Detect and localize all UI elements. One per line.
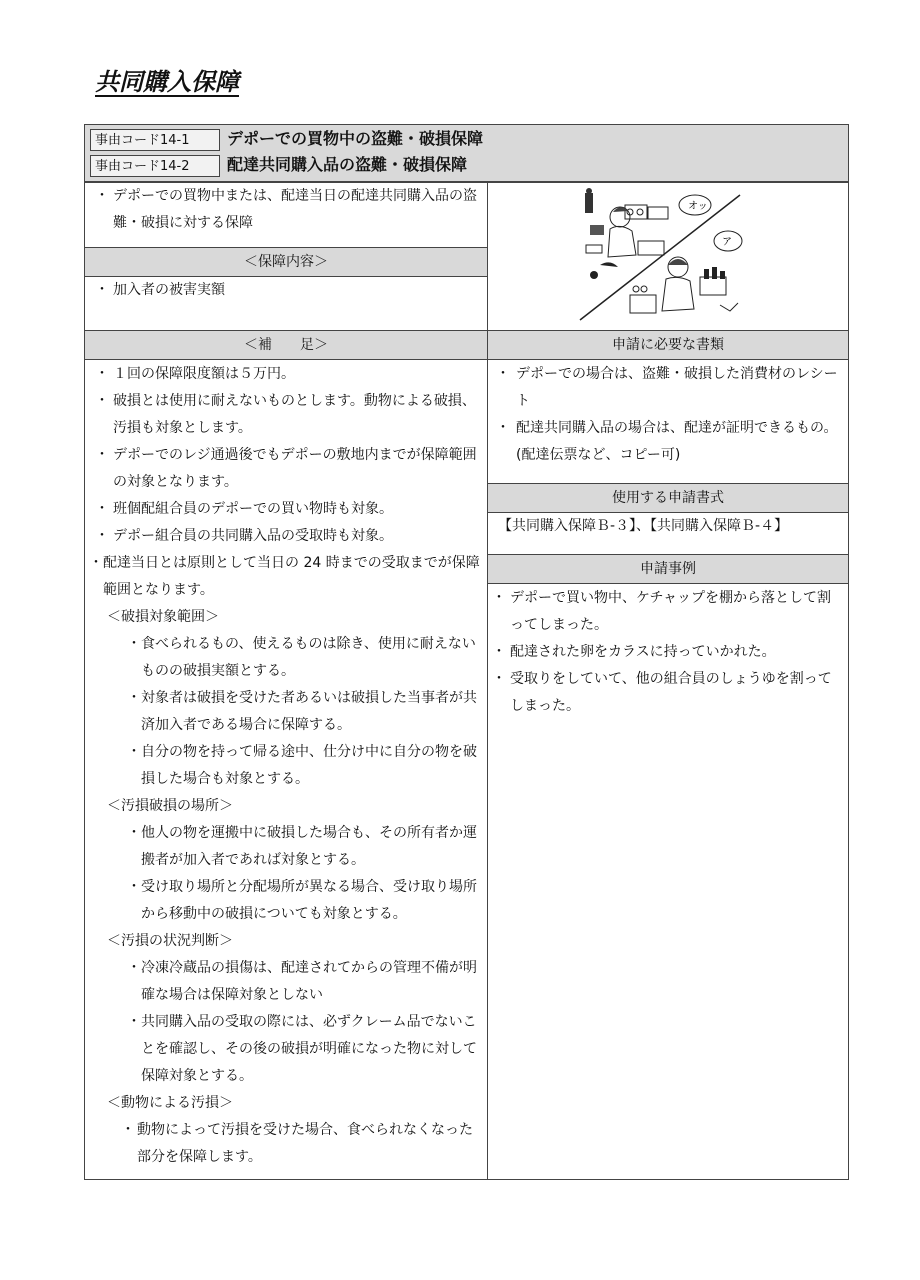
list-item: ・ 対象者は破損を受けた者あるいは破損した当事者が共済加入者である場合に保障する。: [127, 690, 477, 733]
page-title: 共同購入保障: [95, 68, 239, 96]
supplement-block: [85, 361, 485, 1171]
supplement-text: 配達当日とは原則として当日の 24 時までの受取までが保障範囲となります。: [103, 555, 480, 598]
list-item: ・ 自分の物を持って帰る途中、仕分け中に自分の物を破損した場合も対象とする。: [127, 744, 477, 787]
examples-block: [488, 585, 844, 720]
reason-title-2: 配達共同購入品の盗難・破損保障: [227, 155, 468, 174]
list-item: ・ デポーでのレジ通過後でもデポーの敷地内までが保障範囲の対象となります。: [95, 447, 477, 490]
section-text: 動物によって汚損を受けた場合、食べられなくなった部分を保障します。: [137, 1122, 473, 1165]
list-item: ・ デポーでの場合は、盗難・破損した消費材のレシート: [496, 366, 838, 409]
speech-text-2: ア: [722, 237, 732, 248]
section-text: 食べられるもの、使えるものは除き、使用に耐えないものの破損実額とする。: [141, 636, 476, 679]
list-item: ・ 動物によって汚損を受けた場合、食べられなくなった部分を保障します。: [121, 1122, 473, 1165]
documents-heading: 申請に必要な書類: [488, 330, 848, 360]
list-item: ・ 共同購入品の受取の際には、必ずクレーム品でないことを確認し、その後の破損が明確になった物に対して保障対象とする。: [127, 1014, 477, 1084]
coverage-heading: ＜保障内容＞: [85, 247, 487, 277]
section-text: 他人の物を運搬中に破損した場合も、その所有者か運搬者が加入者であれば対象とする。: [141, 825, 477, 868]
document-text: 配達共同購入品の場合は、配達が証明できるもの。(配達伝票など、コピー可): [516, 420, 838, 463]
reason-code-1: 事由コード14-1: [90, 129, 220, 151]
section-heading: ＜汚損の状況判断＞: [107, 933, 233, 949]
reason-title-1: デポーでの買物中の盗難・破損保障: [227, 129, 484, 148]
list-item: ・ 冷凍冷蔵品の損傷は、配達されてからの管理不備が明確な場合は保障対象としない: [127, 960, 477, 1003]
section-text: 冷凍冷蔵品の損傷は、配達されてからの管理不備が明確な場合は保障対象としない: [141, 960, 477, 1003]
list-item: ・ １回の保障限度額は５万円。: [95, 366, 295, 382]
list-item: ・ 他人の物を運搬中に破損した場合も、その所有者か運搬者が加入者であれば対象とする。: [127, 825, 477, 868]
section-text: 受け取り場所と分配場所が異なる場合、受け取り場所から移動中の破損についても対象とする。: [141, 879, 477, 922]
example-text: 配達された卵をカラスに持っていかれた。: [510, 644, 776, 660]
table-header: [85, 125, 848, 183]
shopping-accident-illustration: [490, 185, 750, 325]
list-item: ・ 班個配組合員のデポーでの買い物時も対象。: [95, 501, 393, 517]
section-text: 共同購入品の受取の際には、必ずクレーム品でないことを確認し、その後の破損が明確になった物に対して保障対象とする。: [141, 1014, 477, 1084]
supplement-text: 班個配組合員のデポーでの買い物時も対象。: [113, 501, 393, 517]
list-item: ・ デポーでの買物中または、配達当日の配達共同購入品の盗難・破損に対する保障: [95, 188, 477, 231]
forms-text: 【共同購入保障Ｂ-３】、【共同購入保障Ｂ-４】: [498, 518, 789, 534]
summary-block: [85, 183, 485, 237]
list-item: ・ 加入者の被害実額: [95, 282, 225, 298]
supplement-text: １回の保障限度額は５万円。: [113, 366, 295, 382]
document-text: デポーでの場合は、盗難・破損した消費材のレシート: [516, 366, 838, 409]
list-item: ・ 食べられるもの、使えるものは除き、使用に耐えないものの破損実額とする。: [127, 636, 476, 679]
list-item: ・ 受取りをしていて、他の組合員のしょうゆを割ってしまった。: [492, 671, 832, 714]
section-text: 自分の物を持って帰る途中、仕分け中に自分の物を破損した場合も対象とする。: [141, 744, 477, 787]
example-text: デポーで買い物中、ケチャップを棚から落として割ってしまった。: [510, 590, 832, 633]
section-text: 対象者は破損を受けた者あるいは破損した当事者が共済加入者である場合に保障する。: [141, 690, 477, 733]
supplement-text: デポーでのレジ通過後でもデポーの敷地内までが保障範囲の対象となります。: [113, 447, 477, 490]
section-heading: ＜破損対象範囲＞: [107, 609, 219, 625]
supplement-text: デポー組合員の共同購入品の受取時も対象。: [113, 528, 393, 544]
supplement-heading: ＜補 足＞: [85, 330, 487, 360]
forms-heading: 使用する申請書式: [488, 483, 848, 513]
section-heading: ＜汚損破損の場所＞: [107, 798, 233, 814]
list-item: ・ デポー組合員の共同購入品の受取時も対象。: [95, 528, 393, 544]
list-item: ・ 受け取り場所と分配場所が異なる場合、受け取り場所から移動中の破損についても対象とする。: [127, 879, 477, 922]
speech-text-1: オッ: [688, 201, 708, 212]
list-item: ・ デポーで買い物中、ケチャップを棚から落として割ってしまった。: [492, 590, 832, 633]
documents-block: [488, 361, 844, 469]
list-item: ・ 配達共同購入品の場合は、配達が証明できるもの。(配達伝票など、コピー可): [496, 420, 838, 463]
summary-text: デポーでの買物中または、配達当日の配達共同購入品の盗難・破損に対する保障: [113, 188, 477, 231]
coverage-block: [85, 277, 485, 304]
reason-code-2: 事由コード14-2: [90, 155, 220, 177]
examples-heading: 申請事例: [488, 554, 848, 584]
list-item: ・ 破損とは使用に耐えないものとします。動物による破損、汚損も対象とします。: [95, 393, 476, 436]
list-item: ・ 配達当日とは原則として当日の 24 時までの受取までが保障範囲となります。: [89, 555, 480, 598]
coverage-text: 加入者の被害実額: [113, 282, 225, 298]
example-text: 受取りをしていて、他の組合員のしょうゆを割ってしまった。: [510, 671, 832, 714]
list-item: ・ 配達された卵をカラスに持っていかれた。: [492, 644, 776, 660]
section-heading: ＜動物による汚損＞: [107, 1095, 233, 1111]
supplement-text: 破損とは使用に耐えないものとします。動物による破損、汚損も対象とします。: [113, 393, 476, 436]
